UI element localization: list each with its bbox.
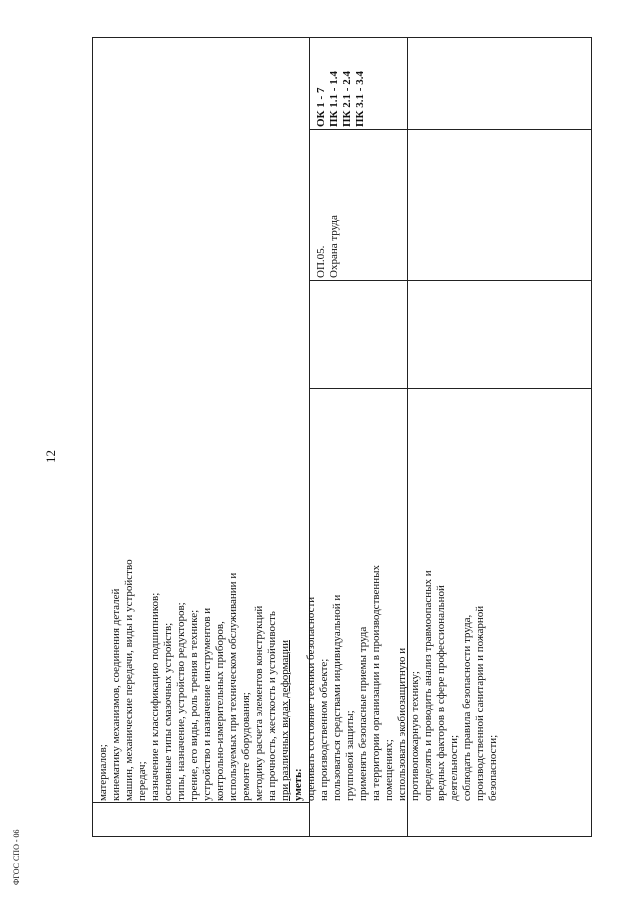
text-line: групповой защиты; bbox=[344, 710, 356, 801]
text-line: соблюдать правила безопасности труда, bbox=[461, 614, 473, 801]
text-line: кинематику механизмов, соединения деталей bbox=[110, 588, 122, 801]
text-line: пользоваться средствами индивидуальной и bbox=[331, 594, 343, 801]
text-line: противопожарную технику; bbox=[409, 671, 421, 801]
text-line: вредных факторов в сфере профессиональной bbox=[435, 585, 447, 801]
text-line: при различных видах деформации bbox=[279, 640, 291, 801]
text-line: безопасности; bbox=[487, 734, 499, 801]
row-divider bbox=[93, 802, 309, 803]
text-line: основные типы смазочных устройств; bbox=[162, 622, 174, 801]
row-divider bbox=[309, 280, 591, 281]
discipline-cell bbox=[315, 215, 341, 278]
page-number: 12 bbox=[43, 450, 58, 463]
competencies-cell bbox=[315, 71, 367, 127]
text-line: контрольно-измерительных приборов, bbox=[214, 621, 226, 801]
text-line: устройство и назначение инструментов и bbox=[201, 607, 213, 801]
text-line: оценивать состояние техники безопасности bbox=[305, 596, 317, 801]
row-divider bbox=[309, 388, 591, 389]
competency-code: ПК 1.1 - 1.4 bbox=[328, 71, 340, 127]
text-line: назначение и классификацию подшипников; bbox=[149, 592, 161, 801]
knowledge-text bbox=[97, 559, 500, 801]
discipline-code: ОП.05. bbox=[315, 245, 327, 278]
competency-code: ПК 2.1 - 2.4 bbox=[341, 71, 353, 127]
competency-code: ОК 1 - 7 bbox=[315, 87, 327, 127]
text-line: использовать экобиозащитную и bbox=[396, 647, 408, 801]
text-line: ремонте оборудования; bbox=[240, 692, 252, 801]
text-line: методику расчета элементов конструкций bbox=[253, 605, 265, 801]
competency-code: ПК 3.1 - 3.4 bbox=[354, 71, 366, 127]
text-line: трение, его виды, роль трения в технике; bbox=[188, 609, 200, 801]
curriculum-table bbox=[92, 37, 592, 837]
text-line: машин, механические передачи, виды и устройство bbox=[123, 559, 135, 801]
text-line: помещениях; bbox=[383, 739, 395, 801]
text-line: используемых при техническом обслуживании и bbox=[227, 572, 239, 801]
text-line: применять безопасные приемы труда bbox=[357, 626, 369, 801]
text-line: производственной санитарии и пожарной bbox=[474, 605, 486, 801]
text-line: определять и проводить анализ травмоопасных и bbox=[422, 570, 434, 801]
text-line: передач; bbox=[136, 761, 148, 801]
text-line: материалов; bbox=[97, 744, 109, 801]
discipline-title: Охрана труда bbox=[328, 215, 340, 278]
text-line: на территории организации и в производственных bbox=[370, 564, 382, 801]
text-line: на производственном объекте; bbox=[318, 658, 330, 801]
row-divider bbox=[309, 129, 591, 130]
footer-standard-label: ФГОС СПО - 06 bbox=[12, 829, 21, 885]
skills-heading: уметь: bbox=[292, 768, 304, 801]
text-line: типы, назначение, устройство редукторов; bbox=[175, 602, 187, 801]
text-line: деятельности; bbox=[448, 734, 460, 801]
text-line: на прочность, жесткость и устойчивость bbox=[266, 611, 278, 801]
